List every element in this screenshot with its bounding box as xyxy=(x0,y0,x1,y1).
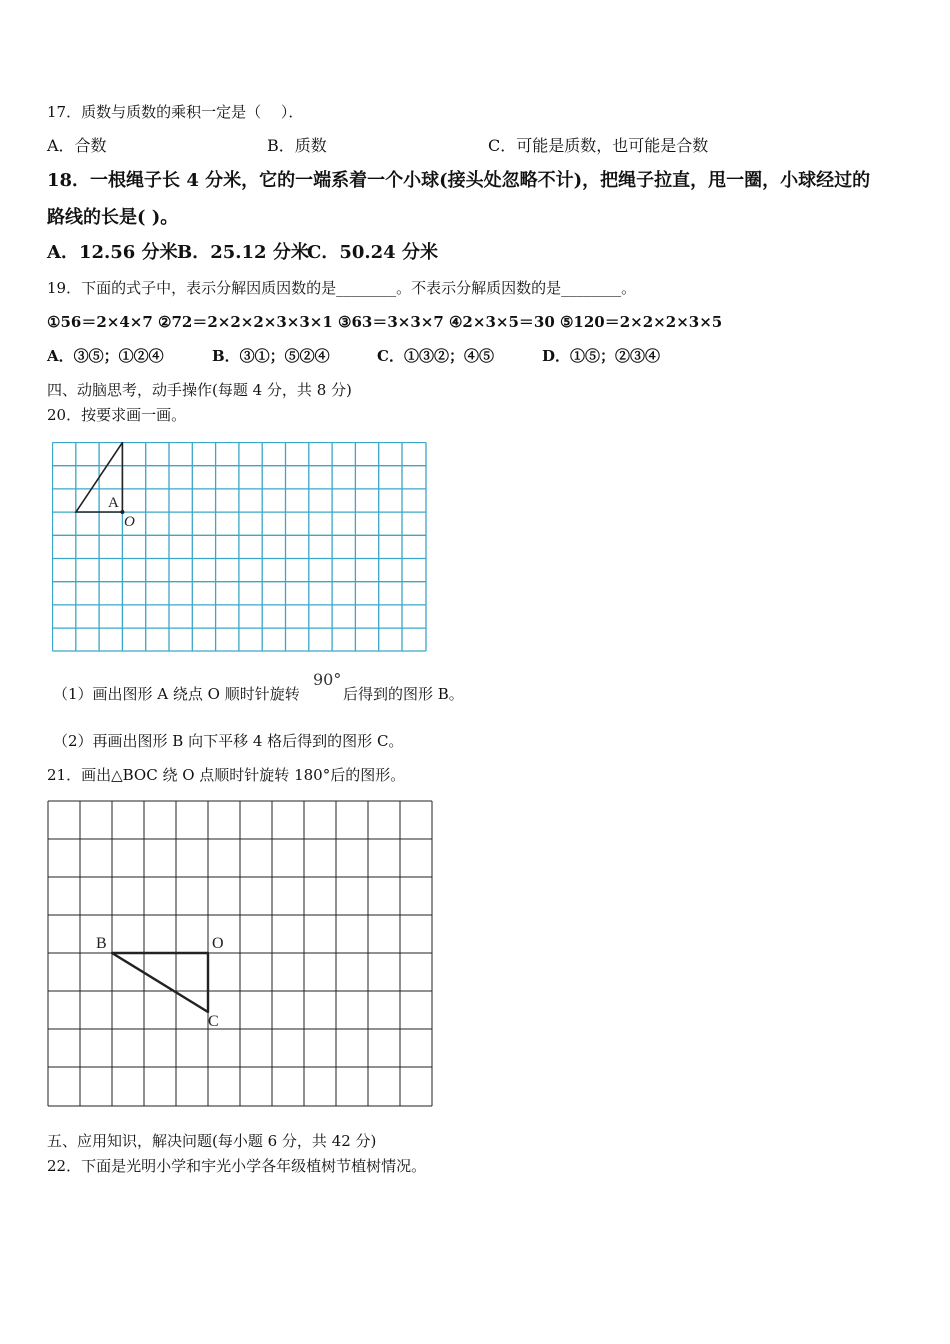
q21-grid-lines xyxy=(48,801,432,1106)
q21-label-c: C xyxy=(208,1013,219,1030)
q21-label-b: B xyxy=(96,935,107,952)
q18-stem-line1: 18．一根绳子长 4 分米，它的一端系着一个小球(接头处忽略不计)，把绳子拉直，甩一圈，小球经过的 xyxy=(47,170,871,191)
section4-title: 四、动脑思考，动手操作(每题 4 分，共 8 分) xyxy=(47,381,352,399)
q20-stem: 20．按要求画一画。 xyxy=(47,406,187,424)
q21-grid-figure xyxy=(46,800,436,1110)
q20-task2: （2）再画出图形 B 向下平移 4 格后得到的图形 C。 xyxy=(53,732,404,750)
section5-title: 五、应用知识，解决问题(每小题 6 分，共 42 分) xyxy=(47,1132,377,1150)
q20-task1-post: 后得到的图形 B。 xyxy=(343,685,464,703)
q17-stem: 17．质数与质数的乘积一定是（ ）． xyxy=(47,103,304,121)
q20-grid-lines xyxy=(53,443,427,652)
q21-triangle-boc xyxy=(112,953,208,1012)
q20-label-o: O xyxy=(124,514,135,530)
q21-label-o: O xyxy=(212,935,224,952)
q20-task1-pre: （1）画出图形 A 绕点 O 顺时针旋转 xyxy=(53,685,300,703)
q20-grid-figure xyxy=(52,442,430,654)
q18-option-c: C．50.24 分米 xyxy=(307,242,438,263)
q19-option-d: D．①⑤；②③④ xyxy=(542,347,661,365)
q17-option-a: A．合数 xyxy=(47,136,107,155)
q19-option-a: A．③⑤；①②④ xyxy=(47,347,164,365)
q21-stem: 21．画出△BOC 绕 O 点顺时针旋转 180°后的图形。 xyxy=(47,766,406,784)
q19-formulas: ①56＝2×4×7 ②72＝2×2×2×3×3×1 ③63＝3×3×7 ④2×3×5＝30 ⑤120＝2×2×2×3×5 xyxy=(47,313,723,331)
q22-stem: 22．下面是光明小学和宇光小学各年级植树节植树情况。 xyxy=(47,1157,427,1175)
q19-option-c: C．①③②；④⑤ xyxy=(377,347,494,365)
q18-stem-line2: 路线的长是( )。 xyxy=(47,207,179,228)
q18-option-b: B．25.12 分米 xyxy=(177,242,309,263)
q17-option-b: B．质数 xyxy=(267,136,327,155)
q20-label-a: A xyxy=(108,495,119,511)
q17-option-c: C．可能是质数，也可能是合数 xyxy=(488,136,709,155)
q19-stem: 19．下面的式子中，表示分解因质因数的是________。不表示分解质因数的是________。 xyxy=(47,279,637,297)
q18-option-a: A．12.56 分米 xyxy=(47,242,178,263)
q20-angle: 90° xyxy=(313,670,342,689)
q19-option-b: B．③①；⑤②④ xyxy=(212,347,330,365)
